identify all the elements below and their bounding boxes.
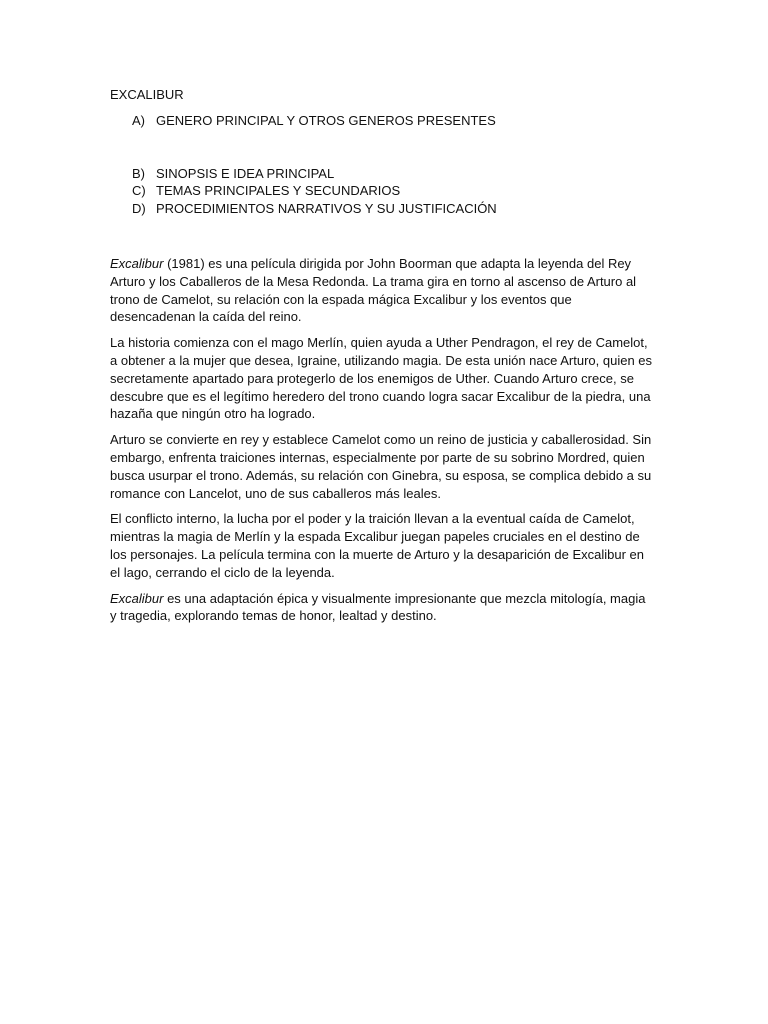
outline-text: SINOPSIS E IDEA PRINCIPAL: [156, 165, 335, 181]
document-content: [110, 86, 655, 633]
outline-marker: C): [132, 183, 146, 199]
outline-marker: A): [132, 112, 145, 128]
document-body: [110, 255, 655, 625]
film-title-italic: Excalibur: [110, 255, 164, 271]
outline-text: TEMAS PRINCIPALES Y SECUNDARIOS: [156, 183, 401, 199]
outline-marker: D): [132, 201, 146, 217]
outline-text: GENERO PRINCIPAL Y OTROS GENEROS PRESENTES: [156, 112, 496, 128]
film-title-italic: Excalibur: [110, 590, 164, 606]
paragraph-conclusion: [110, 590, 655, 626]
outline-marker: B): [132, 165, 145, 181]
document-title: EXCALIBUR: [110, 87, 184, 102]
paragraph-story-start: [110, 334, 655, 423]
outline-item-d: [110, 200, 655, 218]
paragraph-text: Arturo se convierte en rey y establece Camelot como un reino de justicia y caballerosidad. Sin embargo, enfrenta traiciones internas, especialmente por parte de su sobrino Mordred, quien busca usurpar el trono. Además, su relación con Ginebra, su esposa, se complica debido a su romance con Lancelot, uno de sus caballeros más leales.: [110, 432, 652, 501]
paragraph-text: es una adaptación épica y visualmente impresionante que mezcla mitología, magia y tragedia, explorando temas de honor, lealtad y destino.: [110, 590, 646, 624]
paragraph-text: El conflicto interno, la lucha por el poder y la traición llevan a la eventual caída de Camelot, mientras la magia de Merlín y la espada Excalibur juegan papeles cruciales en el destino de los personajes. La película termina con la muerte de Arturo y la desaparición de Excalibur en el lago, cerrando el ciclo de la leyenda.: [110, 511, 645, 580]
paragraph-text: La historia comienza con el mago Merlín, quien ayuda a Uther Pendragon, el rey de Camelot, a obtener a la mujer que desea, Igraine, utilizando magia. De esta unión nace Arturo, quien es secretamente apartado para protegerlo de los enemigos de Uther. Cuando Arturo crece, se descubre que es el legítimo heredero del trono cuando logra sacar Excalibur de la piedra, una hazaña que ningún otro ha logrado.: [110, 335, 653, 422]
outline-item-c: [110, 182, 655, 200]
paragraph-conflict: [110, 510, 655, 581]
outline-item-b: [110, 165, 655, 183]
paragraph-arturo-king: [110, 431, 655, 502]
outline-text: PROCEDIMIENTOS NARRATIVOS Y SU JUSTIFICACIÓN: [156, 201, 497, 217]
outline-list: [110, 112, 655, 218]
paragraph-text: (1981) es una película dirigida por John Boorman que adapta la leyenda del Rey Arturo y los Caballeros de la Mesa Redonda. La trama gira en torno al ascenso de Arturo al trono de Camelot, su relación con la espada mágica Excalibur y los eventos que desencadenan la caída del reino.: [110, 255, 637, 325]
paragraph-intro: [110, 255, 655, 326]
outline-item-a: [110, 112, 655, 130]
